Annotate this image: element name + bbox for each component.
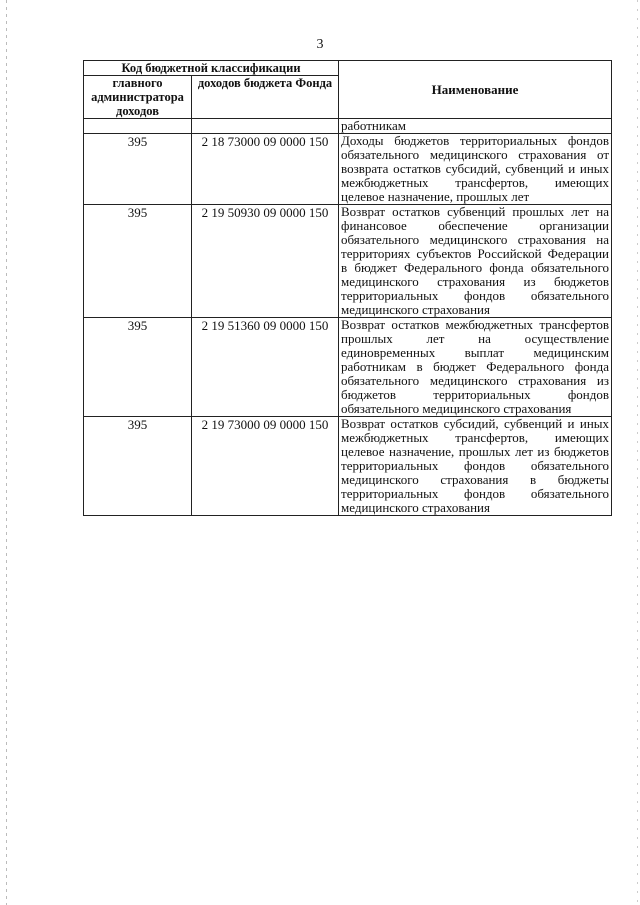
name-line: территориях субъектов Российской Федерации — [341, 246, 610, 261]
name-line: бюджетов территориальных фондов — [341, 387, 610, 402]
name-line: медицинского страхования — [341, 500, 490, 515]
table-row — [84, 318, 612, 417]
name-line: территориальных фондов обязательного — [341, 486, 610, 501]
cell-code: 2 19 73000 09 0000 150 — [192, 417, 339, 516]
name-line: единовременных выплат медицинским — [341, 345, 610, 360]
header-admin: главного администратора доходов — [84, 76, 192, 119]
name-line: межбюджетных трансфертов, имеющих — [341, 430, 610, 445]
cell-name: работникам — [339, 119, 612, 134]
name-line: целевое назначение, прошлых лет из бюджетов — [341, 444, 610, 459]
cell-admin: 395 — [84, 205, 192, 318]
scan-edge-right — [637, 0, 638, 905]
name-line: Возврат остатков субсидий, субвенций и иных — [341, 416, 610, 431]
page-number: 3 — [316, 37, 324, 52]
cell-code: 2 18 73000 09 0000 150 — [192, 134, 339, 205]
cell-name — [339, 417, 612, 516]
table-row — [84, 417, 612, 516]
name-line: территориальных фондов обязательного — [341, 458, 610, 473]
header-classification-code: Код бюджетной классификации — [84, 61, 339, 76]
name-line: работникам в бюджет Федерального фонда — [341, 359, 610, 374]
cell-name — [339, 318, 612, 417]
cell-admin: 395 — [84, 134, 192, 205]
cell-code: 2 19 51360 09 0000 150 — [192, 318, 339, 417]
header-row-top — [84, 61, 612, 76]
cell-code — [192, 119, 339, 134]
cell-admin — [84, 119, 192, 134]
name-line: территориальных фондов обязательного — [341, 288, 610, 303]
name-line: прошлых лет на осуществление — [341, 331, 610, 346]
name-line: обязательного медицинского страхования от — [341, 147, 610, 162]
budget-classification-table — [83, 60, 612, 516]
name-line: обязательного медицинского страхования из — [341, 373, 610, 388]
name-line: обязательного медицинского страхования — [341, 401, 572, 416]
name-line: финансовое обеспечение организации — [341, 218, 610, 233]
name-line: в бюджет Федерального фонда обязательного — [341, 260, 610, 275]
name-line: медицинского страхования — [341, 302, 490, 317]
name-line: Возврат остатков межбюджетных трансфертов — [341, 317, 610, 332]
table-row — [84, 134, 612, 205]
header-name: Наименование — [339, 61, 612, 119]
scan-edge-left — [6, 0, 7, 905]
header-fund-income: доходов бюджета Фонда — [192, 76, 339, 119]
table-row-continuation — [84, 119, 612, 134]
name-line: медицинского страхования в бюджеты — [341, 472, 610, 487]
name-line: целевое назначение, прошлых лет — [341, 189, 530, 204]
cell-admin: 395 — [84, 417, 192, 516]
name-line: медицинского страхования из бюджетов — [341, 274, 610, 289]
cell-admin: 395 — [84, 318, 192, 417]
name-line: межбюджетных трансфертов, имеющих — [341, 175, 610, 190]
cell-name — [339, 205, 612, 318]
name-line: обязательного медицинского страхования на — [341, 232, 610, 247]
cell-code: 2 19 50930 09 0000 150 — [192, 205, 339, 318]
name-line: возврата остатков субсидий, субвенций и иных — [341, 161, 610, 176]
name-line: Доходы бюджетов территориальных фондов — [341, 133, 610, 148]
cell-name — [339, 134, 612, 205]
table-row — [84, 205, 612, 318]
name-line: Возврат остатков субвенций прошлых лет на — [341, 204, 610, 219]
